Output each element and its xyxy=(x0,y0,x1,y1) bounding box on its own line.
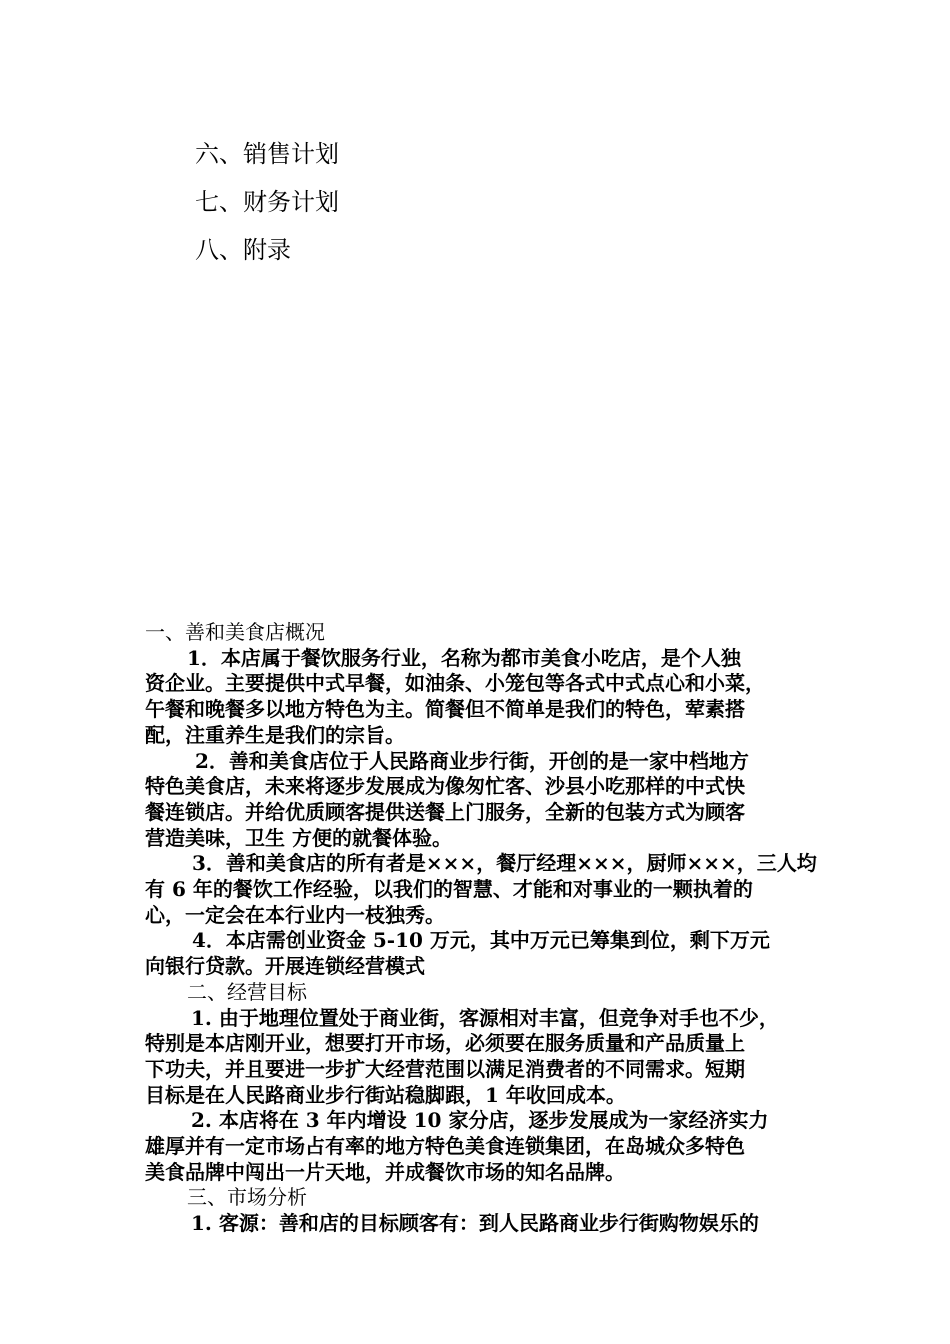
paragraph-line: 目标是在人民路商业步行街站稳脚跟，1 年收回成本。 xyxy=(145,1082,626,1107)
paragraph-line: 向银行贷款。开展连锁经营模式 xyxy=(145,954,425,979)
paragraph-line: 2．善和美食店位于人民路商业步行街，开创的是一家中档地方 xyxy=(195,748,749,773)
paragraph-line: 3．善和美食店的所有者是×××，餐厅经理×××，厨师×××，三人均 xyxy=(192,851,817,876)
paragraph-line: 营造美味，卫生 方便的就餐体验。 xyxy=(145,825,452,850)
paragraph-line: 1. 客源：善和店的目标顾客有：到人民路商业步行街购物娱乐的 xyxy=(191,1211,759,1236)
paragraph-line: 美食品牌中闯出一片天地，并成餐饮市场的知名品牌。 xyxy=(145,1159,625,1184)
toc-item-appendix: 八、附录 xyxy=(195,236,291,264)
document-body xyxy=(145,620,815,1237)
paragraph-line: 资企业。主要提供中式早餐，如油条、小笼包等各式中式点心和小菜， xyxy=(145,671,765,696)
paragraph-line: 下功夫，并且要进一步扩大经营范围以满足消费者的不同需求。短期 xyxy=(145,1056,745,1081)
toc-item-sales-plan: 六、销售计划 xyxy=(195,140,339,168)
paragraph-line: 2. 本店将在 3 年内增设 10 家分店，逐步发展成为一家经济实力 xyxy=(191,1108,769,1133)
section-heading-overview: 一、善和美食店概况 xyxy=(145,620,325,644)
paragraph-line: 1．本店属于餐饮服务行业，名称为都市美食小吃店，是个人独 xyxy=(187,645,741,670)
paragraph-line: 餐连锁店。并给优质顾客提供送餐上门服务，全新的包装方式为顾客 xyxy=(145,799,745,824)
paragraph-line: 1. 由于地理位置处于商业街，客源相对丰富，但竞争对手也不少， xyxy=(191,1005,779,1030)
paragraph-line: 有 6 年的餐饮工作经验，以我们的智慧、才能和对事业的一颗执着的 xyxy=(145,877,753,902)
paragraph-line: 心，一定会在本行业内一枝独秀。 xyxy=(145,902,445,927)
paragraph-line: 4．本店需创业资金 5-10 万元，其中万元已筹集到位，剩下万元 xyxy=(192,928,770,953)
paragraph-line: 雄厚并有一定市场占有率的地方特色美食连锁集团，在岛城众多特色 xyxy=(145,1134,745,1159)
paragraph-line: 配，注重养生是我们的宗旨。 xyxy=(145,722,405,747)
table-of-contents xyxy=(195,130,339,274)
paragraph-line: 特别是本店刚开业，想要打开市场，必须要在服务质量和产品质量上 xyxy=(145,1031,745,1056)
paragraph-line: 午餐和晚餐多以地方特色为主。简餐但不简单是我们的特色，荤素搭 xyxy=(145,697,745,722)
toc-item-financial-plan: 七、财务计划 xyxy=(195,188,339,216)
paragraph-line: 特色美食店，未来将逐步发展成为像匆忙客、沙县小吃那样的中式快 xyxy=(145,774,745,799)
section-heading-market: 三、市场分析 xyxy=(187,1185,307,1210)
section-heading-goals: 二、经营目标 xyxy=(187,979,307,1004)
